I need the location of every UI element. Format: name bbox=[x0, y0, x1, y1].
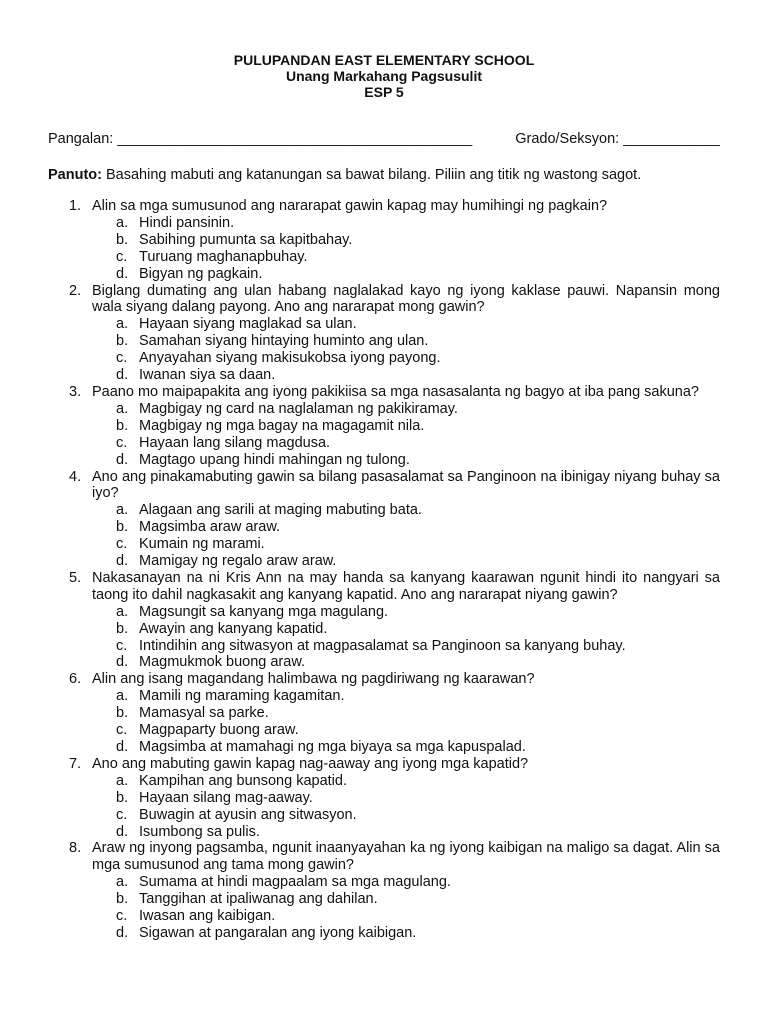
question-text: Biglang dumating ang ulan habang naglalakad kayo ng iyong kaklase pauwi. Napansin mong wala siyang dalang payong. Ano ang nararapat mong gawin? bbox=[92, 282, 720, 316]
choice-letter: c. bbox=[116, 350, 128, 367]
choice-letter: b. bbox=[116, 620, 129, 637]
question-item bbox=[48, 570, 720, 671]
choice-text: Hayaan siyang maglakad sa ulan. bbox=[139, 316, 357, 333]
choice-text: Sumama at hindi magpaalam sa mga magulang. bbox=[139, 874, 451, 891]
instructions-text: Basahing mabuti ang katanungan sa bawat bilang. Piliin ang titik ng wastong sagot. bbox=[101, 167, 642, 183]
question-item bbox=[48, 283, 720, 384]
choice-text: Magpaparty buong araw. bbox=[139, 722, 299, 739]
choice-list bbox=[92, 604, 720, 672]
choice-text: Mamasyal sa parke. bbox=[139, 705, 269, 722]
answer-choice bbox=[92, 519, 720, 536]
exam-title: Unang Markahang Pagsusulit bbox=[285, 68, 483, 84]
choice-letter: c. bbox=[116, 536, 128, 553]
choice-text: Sigawan at pangaralan ang iyong kaibigan. bbox=[139, 924, 417, 941]
choice-text: Iwasan ang kaibigan. bbox=[139, 908, 276, 925]
choice-text: Iwanan siya sa daan. bbox=[139, 367, 276, 384]
choice-list bbox=[92, 874, 720, 942]
exam-header bbox=[48, 52, 720, 100]
answer-choice bbox=[92, 773, 720, 790]
choice-text: Anyayahan siyang makisukobsa iyong payong. bbox=[139, 350, 441, 367]
answer-choice bbox=[92, 350, 720, 367]
choice-list bbox=[92, 688, 720, 756]
choice-text: Magsimba at mamahagi ng mga biyaya sa mga kapuspalad. bbox=[139, 739, 526, 755]
choice-letter: b. bbox=[116, 705, 129, 722]
choice-letter: c. bbox=[116, 637, 128, 654]
student-info-fields bbox=[48, 131, 720, 148]
choice-letter: c. bbox=[116, 806, 128, 823]
question-item bbox=[48, 840, 720, 941]
choice-text: Turuang maghanapbuhay. bbox=[139, 248, 308, 265]
choice-list bbox=[92, 502, 720, 570]
choice-letter: d. bbox=[116, 265, 129, 282]
answer-choice bbox=[92, 654, 720, 671]
choice-letter: c. bbox=[116, 908, 128, 925]
choice-letter: d. bbox=[116, 654, 129, 671]
choice-text: Magbigay ng mga bagay na magagamit nila. bbox=[139, 417, 425, 434]
answer-choice bbox=[92, 874, 720, 891]
answer-choice bbox=[92, 249, 720, 266]
choice-letter: d. bbox=[116, 553, 129, 570]
question-item bbox=[48, 384, 720, 469]
question-number: 5. bbox=[69, 569, 82, 586]
choice-text: Hayaan lang silang magdusa. bbox=[139, 434, 331, 451]
choice-text: Magbigay ng card na naglalaman ng pakikiramay. bbox=[139, 400, 458, 417]
answer-choice bbox=[92, 739, 720, 756]
choice-letter: b. bbox=[116, 519, 129, 536]
choice-list bbox=[92, 215, 720, 283]
question-text: Nakasanayan na ni Kris Ann na may handa sa kanyang kaarawan ngunit hindi ito nangyari sa taong ito dahil nagkasakit ang kanyang kapatid. Ano ang nararapat niyang gawin? bbox=[92, 569, 720, 603]
question-number: 8. bbox=[69, 840, 82, 857]
question-list bbox=[48, 198, 720, 942]
choice-letter: a. bbox=[116, 400, 129, 417]
grade-section-field: Grado/Seksyon: ____________ bbox=[515, 131, 720, 147]
choice-letter: d. bbox=[116, 367, 129, 384]
question-item bbox=[48, 198, 720, 283]
question-text: Alin sa mga sumusunod ang nararapat gawin kapag may humihingi ng pagkain? bbox=[92, 198, 608, 214]
choice-text: Magmukmok buong araw. bbox=[139, 654, 306, 671]
choice-letter: b. bbox=[116, 231, 129, 248]
choice-list bbox=[92, 316, 720, 384]
choice-text: Hayaan silang mag-aaway. bbox=[139, 789, 313, 806]
choice-letter: b. bbox=[116, 417, 129, 434]
answer-choice bbox=[92, 638, 720, 655]
answer-choice bbox=[92, 925, 720, 942]
answer-choice bbox=[92, 705, 720, 722]
choice-text: Sabihing pumunta sa kapitbahay. bbox=[139, 231, 353, 248]
question-number: 7. bbox=[69, 755, 82, 772]
choice-letter: a. bbox=[116, 603, 129, 620]
answer-choice bbox=[92, 824, 720, 841]
answer-choice bbox=[92, 418, 720, 435]
question-number: 1. bbox=[69, 198, 82, 214]
question-number: 6. bbox=[69, 671, 82, 688]
answer-choice bbox=[92, 553, 720, 570]
answer-choice bbox=[92, 722, 720, 739]
choice-letter: d. bbox=[116, 823, 129, 840]
answer-choice bbox=[92, 604, 720, 621]
instructions-label: Panuto: bbox=[48, 167, 102, 183]
choice-letter: d. bbox=[116, 739, 129, 755]
choice-text: Magsungit sa kanyang mga magulang. bbox=[139, 603, 389, 620]
question-text: Araw ng inyong pagsamba, ngunit inaanyayahan ka ng iyong kaibigan na maligo sa dagat. Alin sa mga sumusunod ang tama mong gawin? bbox=[92, 840, 720, 874]
choice-letter: a. bbox=[116, 316, 129, 333]
instructions bbox=[48, 167, 720, 184]
choice-letter: b. bbox=[116, 789, 129, 806]
choice-text: Samahan siyang hintaying huminto ang ulan. bbox=[139, 333, 429, 350]
choice-letter: d. bbox=[116, 451, 129, 468]
answer-choice bbox=[92, 452, 720, 469]
choice-text: Awayin ang kanyang kapatid. bbox=[139, 620, 328, 637]
choice-text: Hindi pansinin. bbox=[139, 214, 235, 231]
question-number: 4. bbox=[69, 468, 82, 485]
school-name: PULUPANDAN EAST ELEMENTARY SCHOOL bbox=[233, 52, 535, 68]
answer-choice bbox=[92, 536, 720, 553]
answer-choice bbox=[92, 908, 720, 925]
question-text: Ano ang mabuting gawin kapag nag-aaway ang iyong mga kapatid? bbox=[92, 755, 529, 772]
choice-letter: b. bbox=[116, 891, 129, 908]
answer-choice bbox=[92, 367, 720, 384]
choice-letter: a. bbox=[116, 502, 129, 519]
subject-title: ESP 5 bbox=[364, 84, 404, 100]
choice-letter: c. bbox=[116, 434, 128, 451]
choice-text: Magtago upang hindi mahingan ng tulong. bbox=[139, 451, 410, 468]
question-text: Alin ang isang magandang halimbawa ng pagdiriwang ng kaarawan? bbox=[92, 671, 535, 688]
choice-text: Bigyan ng pagkain. bbox=[139, 265, 263, 282]
question-item bbox=[48, 671, 720, 756]
answer-choice bbox=[92, 435, 720, 452]
choice-list bbox=[92, 401, 720, 469]
answer-choice bbox=[92, 215, 720, 232]
choice-text: Mamigay ng regalo araw araw. bbox=[139, 553, 337, 570]
choice-letter: a. bbox=[116, 214, 129, 231]
name-field: Pangalan: ____________________________________________ bbox=[48, 131, 473, 147]
choice-letter: a. bbox=[116, 874, 129, 891]
choice-text: Intindihin ang sitwasyon at magpasalamat sa Panginoon sa kanyang buhay. bbox=[139, 637, 626, 654]
answer-choice bbox=[92, 333, 720, 350]
question-text: Paano mo maipapakita ang iyong pakikiisa sa mga nasasalanta ng bagyo at iba pang sakuna? bbox=[92, 383, 699, 400]
choice-letter: c. bbox=[116, 248, 128, 265]
choice-text: Kampihan ang bunsong kapatid. bbox=[139, 772, 347, 789]
choice-text: Kumain ng marami. bbox=[139, 536, 265, 553]
question-number: 2. bbox=[69, 282, 82, 299]
answer-choice bbox=[92, 232, 720, 249]
choice-text: Magsimba araw araw. bbox=[139, 519, 281, 536]
answer-choice bbox=[92, 688, 720, 705]
choice-letter: a. bbox=[116, 772, 129, 789]
answer-choice bbox=[92, 316, 720, 333]
question-text: Ano ang pinakamabuting gawin sa bilang pasasalamat sa Panginoon na ibinigay niyang buhay sa iyo? bbox=[92, 468, 720, 502]
answer-choice bbox=[92, 790, 720, 807]
answer-choice bbox=[92, 621, 720, 638]
question-number: 3. bbox=[69, 383, 82, 400]
choice-text: Alagaan ang sarili at maging mabuting bata. bbox=[139, 502, 422, 519]
answer-choice bbox=[92, 401, 720, 418]
choice-list bbox=[92, 773, 720, 841]
choice-text: Buwagin at ayusin ang sitwasyon. bbox=[139, 806, 357, 823]
choice-letter: a. bbox=[116, 688, 129, 705]
question-item bbox=[48, 756, 720, 841]
choice-letter: c. bbox=[116, 722, 128, 739]
answer-choice bbox=[92, 266, 720, 283]
question-item bbox=[48, 469, 720, 570]
choice-text: Mamili ng maraming kagamitan. bbox=[139, 688, 345, 705]
choice-letter: b. bbox=[116, 333, 129, 350]
answer-choice bbox=[92, 807, 720, 824]
answer-choice bbox=[92, 891, 720, 908]
choice-letter: d. bbox=[116, 924, 129, 941]
choice-text: Isumbong sa pulis. bbox=[139, 823, 260, 840]
answer-choice bbox=[92, 502, 720, 519]
choice-text: Tanggihan at ipaliwanag ang dahilan. bbox=[139, 891, 378, 908]
